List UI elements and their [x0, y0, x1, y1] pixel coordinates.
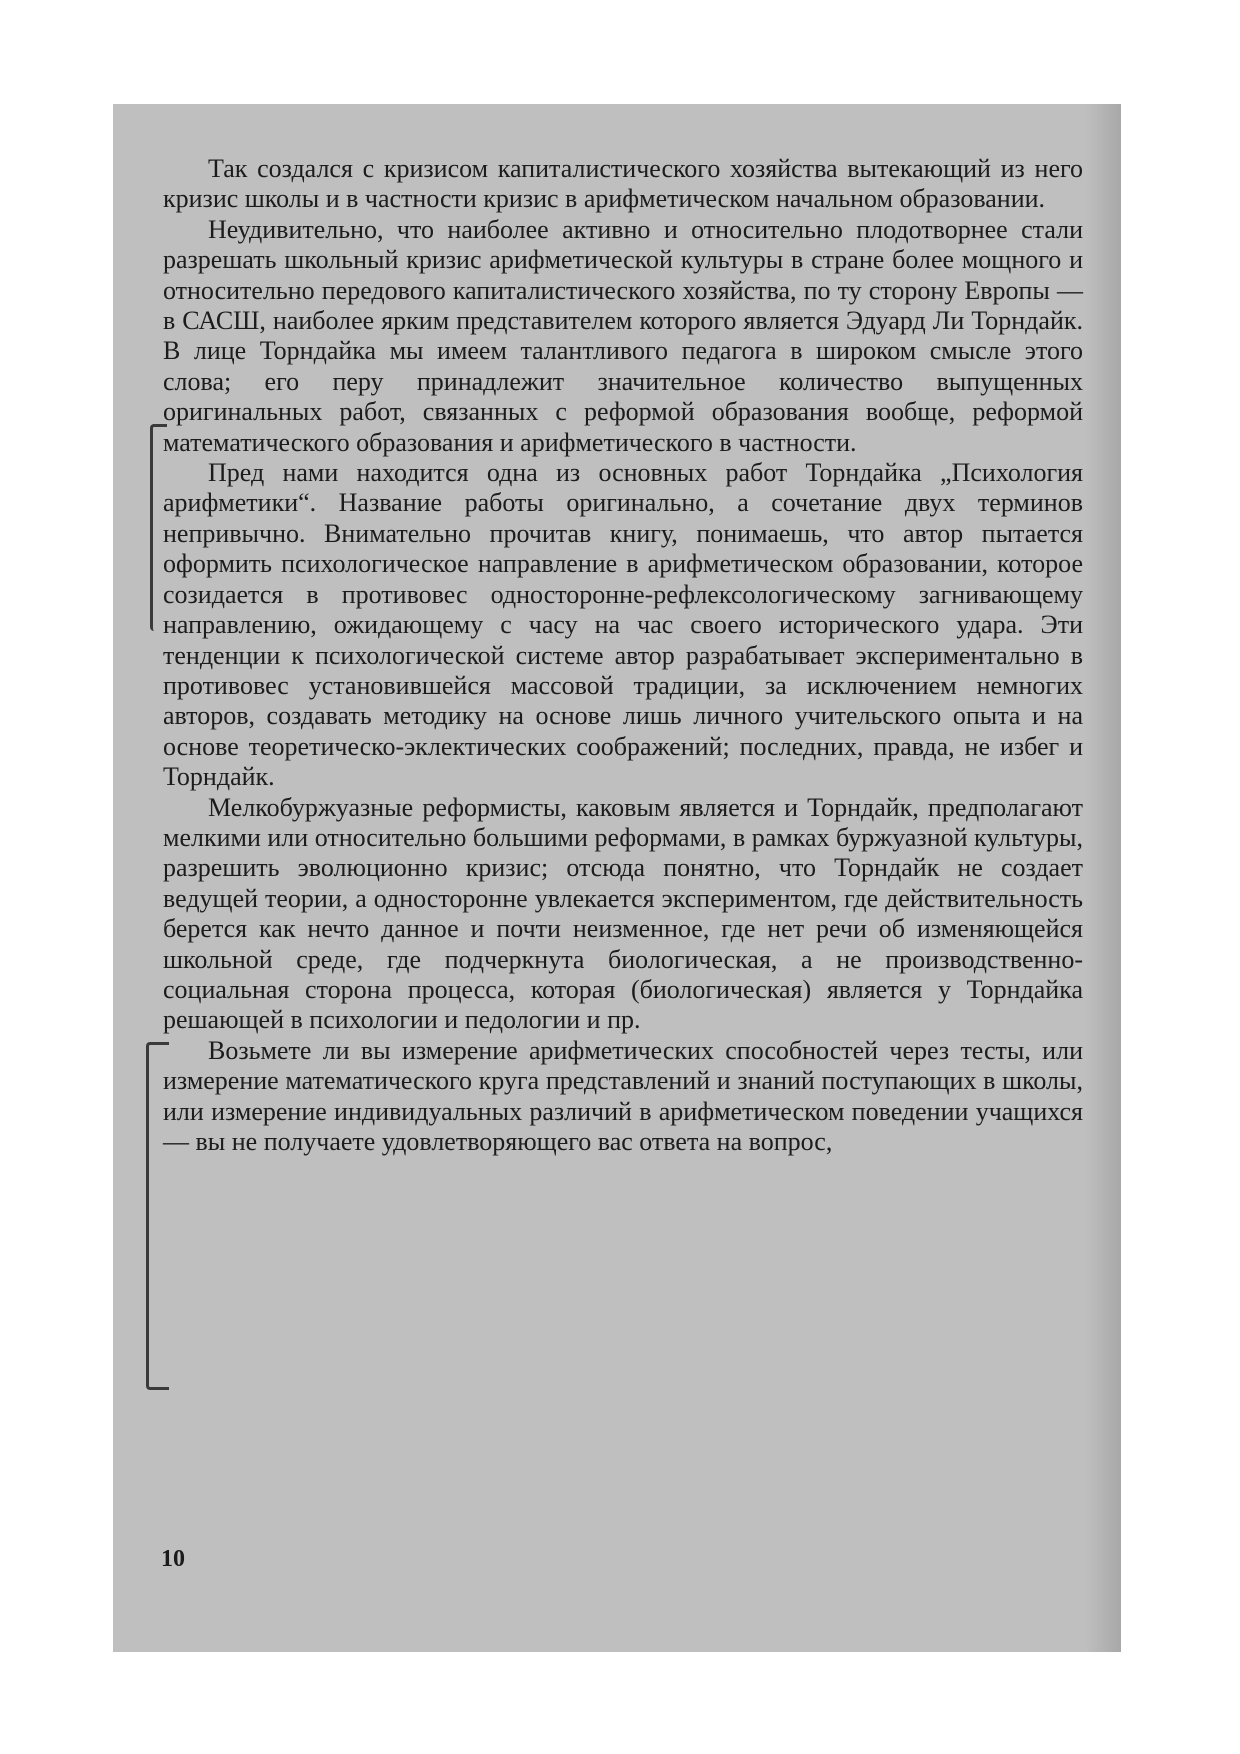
paragraph: Возьмете ли вы измерение арифметических способностей через тесты, или измерение математического круга представлений и знаний поступающих в школы, или измерение индивидуальных различий в арифметическом поведении учащихся — вы не получаете удовлетворяющего вас ответа на вопрос, — [163, 1035, 1083, 1156]
body-text — [163, 154, 1083, 1157]
paragraph: Пред нами находится одна из основных работ Торндайка „Психология арифметики“. Название работы оригинально, а сочетание двух терминов непривычно. Внимательно прочитав книгу, понимаешь, что автор пытается оформить психологическое направление в арифметическом образовании, которое созидается в противовес односторонне-рефлексологическому загнивающему направлению, ожидающему с часу на час своего исторического удара. Эти тенденции к психологической системе автор разрабатывает экспериментально в противовес установившейся массовой традиции, за исключением немногих авторов, создавать методику на основе лишь личного учительского опыта и на основе теоретическо-эклектических соображений; последних, правда, не избег и Торндайк. — [163, 458, 1083, 792]
paragraph: Так создался с кризисом капиталистического хозяйства вытекающий из него кризис школы и в частности кризис в арифметическом начальном образовании. — [163, 154, 1083, 214]
paragraph: Мелкобуржуазные реформисты, каковым является и Торндайк, предполагают мелкими или относительно большими реформами, в рамках буржуазной культуры, разрешить эволюционно кризис; отсюда понятно, что Торндайк не создает ведущей теории, а односторонне увлекается экспериментом, где действительность берется как нечто данное и почти неизменное, где нет речи об изменяющейся школьной среде, где подчеркнута биологическая, а не производственно-социальная сторона процесса, которая (биологическая) является у Торндайка решающей в психологии и педологии и пр. — [163, 792, 1083, 1035]
page-number: 10 — [161, 1546, 185, 1572]
book-page — [113, 104, 1121, 1652]
paragraph: Неудивительно, что наиболее активно и относительно плодотворнее стали разрешать школьный кризис арифметической культуры в стране более мощного и относительно передового капиталистического хозяйства, по ту сторону Европы — в САСШ, наиболее ярким представителем которого является Эдуард Ли Торндайк. В лице Торндайка мы имеем талантливого педагога в широком смысле этого слова; его перу принадлежит значительное количество выпущенных оригинальных работ, связанных с реформой образования вообще, реформой математического образования и арифметического в частности. — [163, 214, 1083, 457]
page-edge-shadow — [1085, 104, 1121, 1652]
